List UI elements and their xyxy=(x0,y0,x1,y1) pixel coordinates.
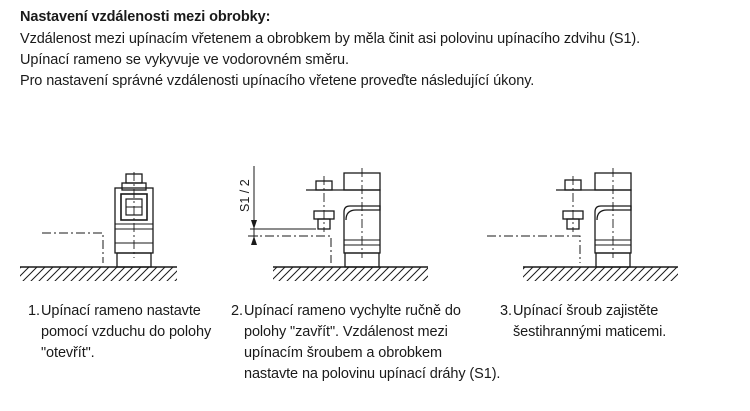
step-number: 2. xyxy=(231,303,243,319)
figure-2-arm-closed xyxy=(248,166,428,281)
step-line: nastavte na polovinu upínací dráhy (S1). xyxy=(244,366,501,382)
clamp-arm-3 xyxy=(556,190,631,220)
cylinder-base-1 xyxy=(117,253,151,267)
step-line: Upínací šroub zajistěte xyxy=(513,303,659,319)
step-number: 1. xyxy=(28,303,40,319)
step-line: polohy "zavřít". Vzdálenost mezi xyxy=(244,324,448,340)
step-line: Upínací rameno nastavte xyxy=(41,303,201,319)
intro-paragraph-1: Vzdálenost mezi upínacím vřetenem a obrobkem by měla činit asi polovinu upínacího zdvihu (S1). xyxy=(20,31,641,47)
clamp-arm-2 xyxy=(306,190,380,220)
dimension-label-s1-half: S1 / 2 xyxy=(238,179,252,212)
step-2-instruction xyxy=(231,301,500,385)
workpiece-outline-3 xyxy=(487,236,580,263)
cylinder-body-2 xyxy=(344,206,380,253)
step-1-instruction xyxy=(28,301,211,364)
step-number: 3. xyxy=(500,303,512,319)
step-line: pomocí vzduchu do polohy xyxy=(41,324,212,340)
workpiece-outline-1 xyxy=(42,233,103,263)
ground-hatch-3 xyxy=(523,267,678,281)
workpiece-outline-2 xyxy=(248,236,331,263)
intro-paragraph-2: Upínací rameno se vykyvuje ve vodorovném směru. xyxy=(20,52,349,68)
step-3-instruction xyxy=(500,301,666,343)
intro-paragraph-3: Pro nastavení správné vzdálenosti upínacího vřetene proveďte následující úkony. xyxy=(20,73,535,89)
step-line: Upínací rameno vychylte ručně do xyxy=(244,303,461,319)
cylinder-body-3 xyxy=(595,206,631,253)
step-line: upínacím šroubem a obrobkem xyxy=(244,345,442,361)
ground-hatch-1 xyxy=(20,267,177,281)
section-heading: Nastavení vzdálenosti mezi obrobky: xyxy=(20,9,271,25)
figure-3-screw-locked xyxy=(487,168,678,281)
step-line: "otevřít". xyxy=(41,345,95,361)
figure-1-arm-open xyxy=(20,172,177,281)
ground-hatch-2 xyxy=(273,267,428,281)
step-line: šestihrannými maticemi. xyxy=(513,324,667,340)
